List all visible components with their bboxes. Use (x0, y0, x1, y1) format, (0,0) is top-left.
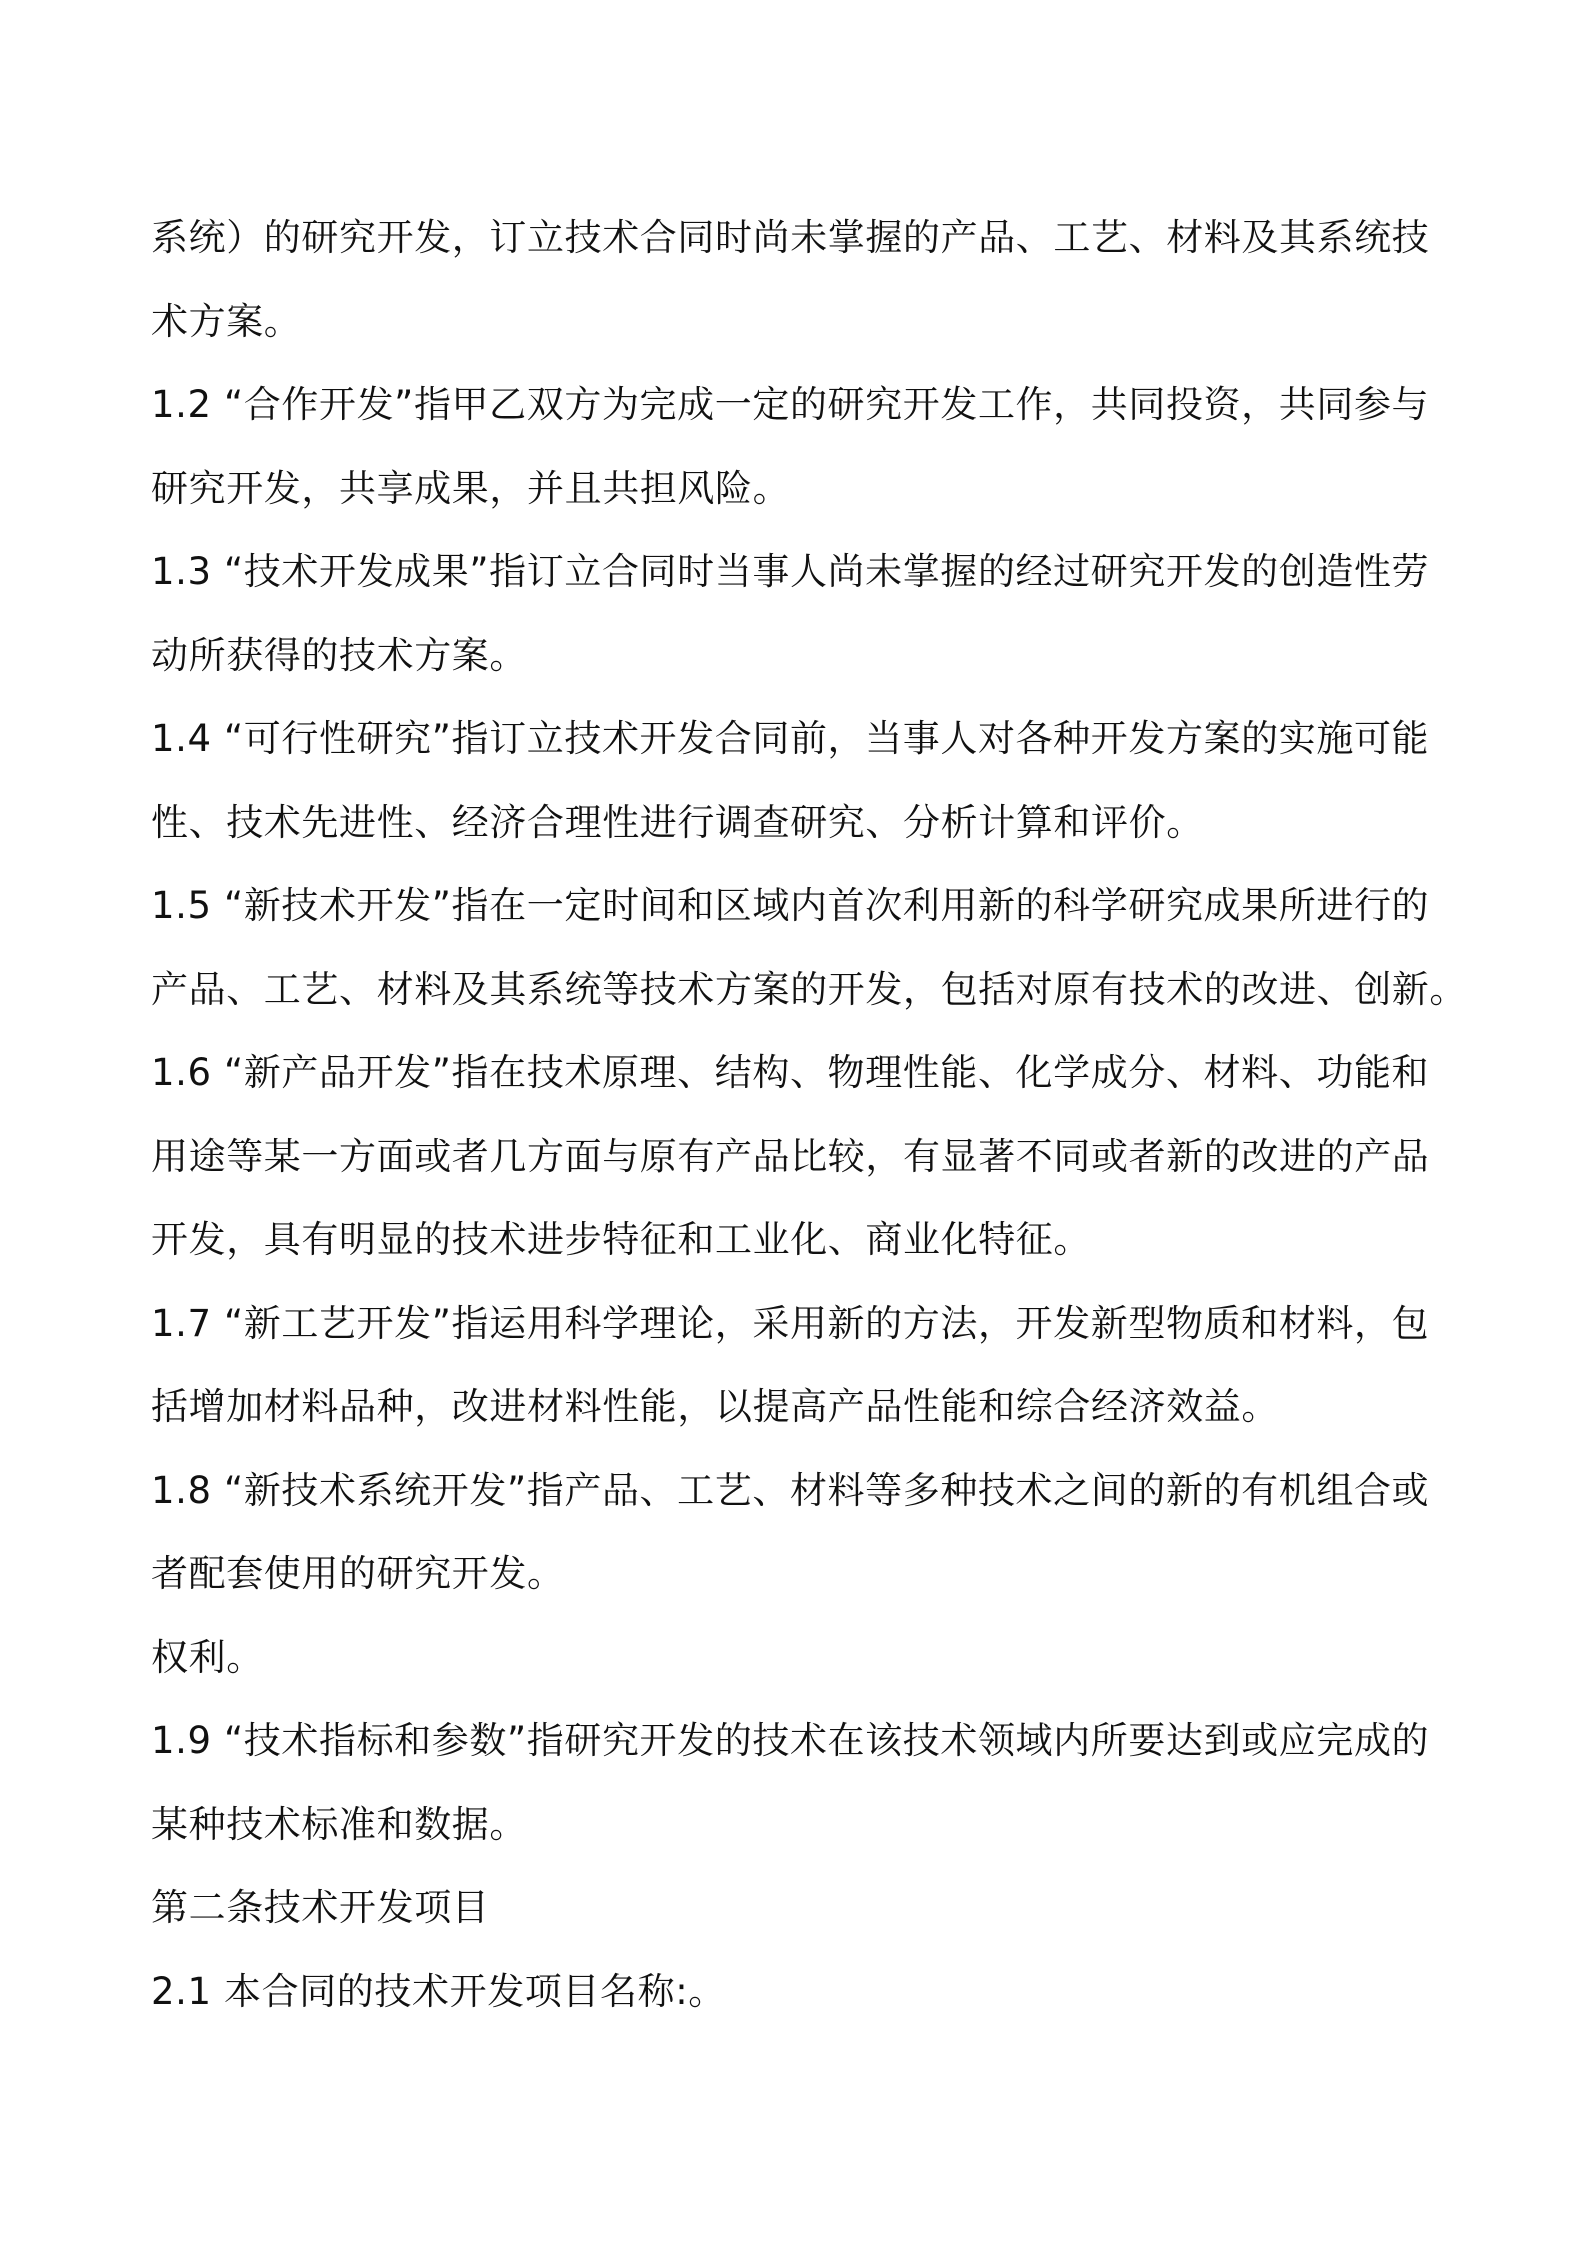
text-line: 某种技术标准和数据。 (151, 1802, 527, 1846)
text-line: 开发，具有明显的技术进步特征和工业化、商业化特征。 (151, 1218, 1091, 1261)
text-line: 性、技术先进性、经济合理性进行调查研究、分析计算和评价。 (151, 800, 1204, 844)
text-line: 产品、工艺、材料及其系统等技术方案的开发，包括对原有技术的改进、创新。 (151, 967, 1467, 1011)
text-line: 者配套使用的研究开发。 (151, 1552, 565, 1595)
text-line: 括增加材料品种，改进材料性能，以提高产品性能和综合经济效益。 (151, 1385, 1279, 1428)
text-line: 1.4 “可行性研究”指订立技术开发合同前，当事人对各种开发方案的实施可能 (151, 717, 1430, 760)
text-line: 系统）的研究开发，订立技术合同时尚未掌握的产品、工艺、材料及其系统技 (151, 216, 1430, 259)
text-line: 用途等某一方面或者几方面与原有产品比较，有显著不同或者新的改进的产品 (151, 1134, 1430, 1178)
text-line: 2.1 本合同的技术开发项目名称:。 (151, 1969, 726, 2013)
text-line: 1.3 “技术开发成果”指订立合同时当事人尚未掌握的经过研究开发的创造性劳 (151, 550, 1430, 593)
text-line: 1.6 “新产品开发”指在技术原理、结构、物理性能、化学成分、材料、功能和 (151, 1051, 1430, 1094)
section-heading: 第二条技术开发项目 (151, 1886, 490, 1929)
text-line: 动所获得的技术方案。 (151, 633, 527, 677)
text-line: 1.7 “新工艺开发”指运用科学理论，采用新的方法，开发新型物质和材料，包 (151, 1301, 1430, 1345)
text-line: 1.5 “新技术开发”指在一定时间和区域内首次利用新的科学研究成果所进行的 (151, 884, 1430, 927)
text-line: 1.9 “技术指标和参数”指研究开发的技术在该技术领域内所要达到或应完成的 (151, 1719, 1430, 1762)
text-line: 1.8 “新技术系统开发”指产品、工艺、材料等多种技术之间的新的有机组合或 (151, 1468, 1430, 1512)
text-line: 1.2 “合作开发”指甲乙双方为完成一定的研究开发工作，共同投资，共同参与 (151, 383, 1430, 426)
document-body (151, 196, 1467, 2033)
text-line: 研究开发，共享成果，并且共担风险。 (151, 466, 791, 510)
text-line: 术方案。 (151, 299, 302, 343)
text-line: 权利。 (151, 1635, 264, 1679)
